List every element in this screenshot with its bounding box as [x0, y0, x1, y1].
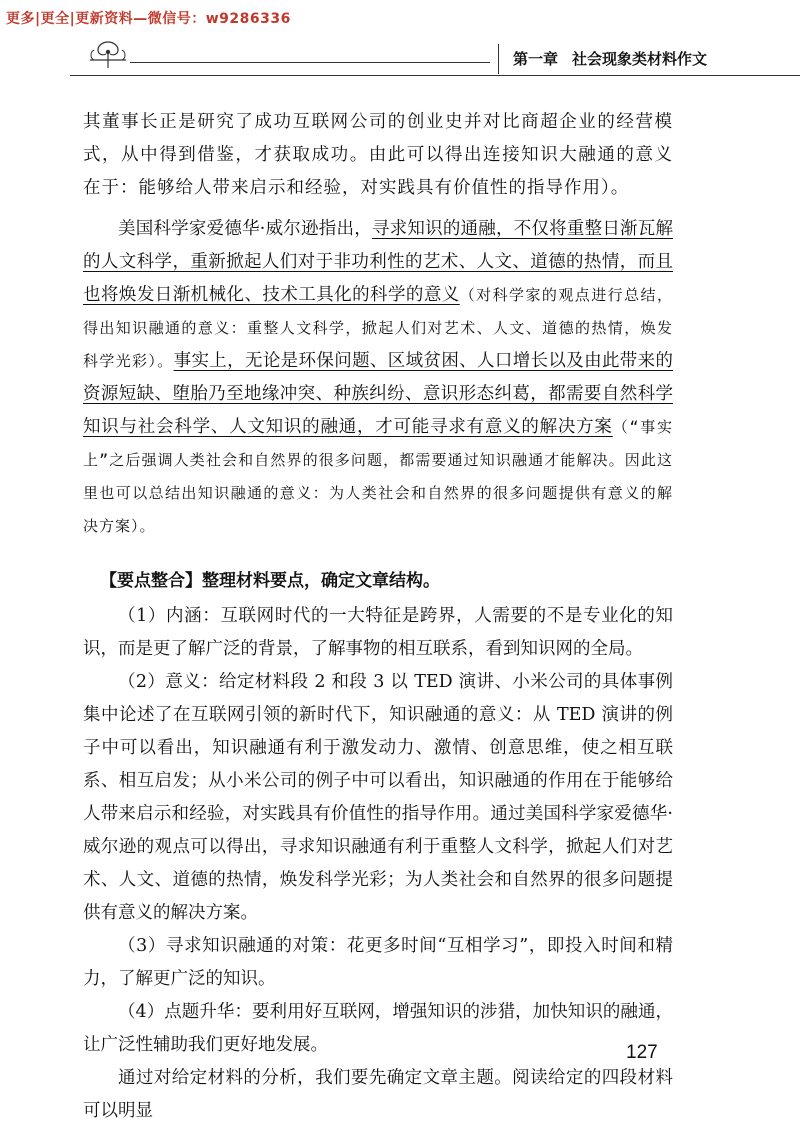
watermark-text: 更多|更全|更新资料—微信号：w9286336: [6, 11, 291, 27]
chapter-title: 社会现象类材料作文: [572, 50, 708, 68]
paragraph-analysis: 通过对给定材料的分析，我们要先确定文章主题。阅读给定的四段材料可以明显: [83, 1068, 673, 1121]
list-item-sublimation: （4）点题升华：要利用好互联网，增强知识的涉猎，加快知识的融通，让广泛性辅助我们更好地发展。: [83, 1002, 673, 1055]
list-item-significance: （2）意义：给定材料段 2 和段 3 以 TED 演讲、小米公司的具体事例集中论述了在互联网引领的新时代下，知识融通的意义：从 TED 演讲的例子中可以看出，知识融通有利于激发动力、激情、创意思维，使之相互联系、相互启发；从小米公司的例子中可以看出，知识融通的作用在于能够给人带来启示和经验，对实践具有价值性的指导作用。通过美国科学家爱德华·威尔逊的观点可以得出，寻求知识融通有利于重整人文科学，掀起人们对艺术、人文、道德的热情，焕发科学光彩；为人类社会和自然界的很多问题提供有意义的解决方案。: [83, 672, 673, 923]
page-number: 127: [626, 1042, 658, 1063]
chapter-heading: [498, 44, 800, 74]
handwritten-note-2: （“事实上”之后强调人类社会和自然界的很多问题，都需要通过知识融通才能解决。因此这里也可以总结出知识融通的意义：为人类社会和自然界的很多问题提供有意义的解决方案）。: [83, 418, 674, 535]
chapter-number: 第一章: [513, 50, 559, 68]
underlined-quote-1: 寻求知识的通融，不仅将重整日渐瓦解的人文科学，重新掀起人们对于非功利性的艺术、人文、道德的热情，而且也将焕发日渐机械化、技术工具化的科学的意义: [83, 219, 674, 305]
handwritten-note-1: （对科学家的观点进行总结，得出知识融通的意义：重整人文科学，掀起人们对艺术、人文、道德的热情，焕发科学光彩）。: [83, 286, 673, 370]
page-body: [83, 106, 673, 1128]
wilson-intro: 美国科学家爱德华·威尔逊指出，: [118, 219, 372, 239]
header-rule: [70, 75, 800, 76]
summary-heading: 【要点整合】整理材料要点，确定文章结构。: [100, 571, 440, 591]
ornament-icon: [84, 38, 132, 70]
paragraph-continued: 其董事长正是研究了成功互联网公司的创业史并对比商超企业的经营模式，从中得到借鉴，才获取成功。由此可以得出连接知识大融通的意义在于：能够给人带来启示和经验，对实践具有价值性的指导作用）。: [83, 112, 673, 198]
header-divider: [130, 62, 490, 63]
underlined-quote-2: 事实上，无论是环保问题、区域贫困、人口增长以及由此带来的资源短缺、堕胎乃至地缘冲突、种族纠纷、意识形态纠葛，都需要自然科学知识与社会科学、人文知识的融通，才可能寻求有意义的解决方案: [83, 351, 673, 437]
paragraph-wilson: [83, 213, 673, 543]
list-item-connotation: （1）内涵：互联网时代的一大特征是跨界，人需要的不是专业化的知识，而是更了解广泛的背景，了解事物的相互联系，看到知识网的全局。: [83, 606, 673, 659]
list-item-countermeasure: （3）寻求知识融通的对策：花更多时间“互相学习”，即投入时间和精力，了解更广泛的知识。: [83, 936, 673, 989]
page-header: [70, 38, 800, 78]
